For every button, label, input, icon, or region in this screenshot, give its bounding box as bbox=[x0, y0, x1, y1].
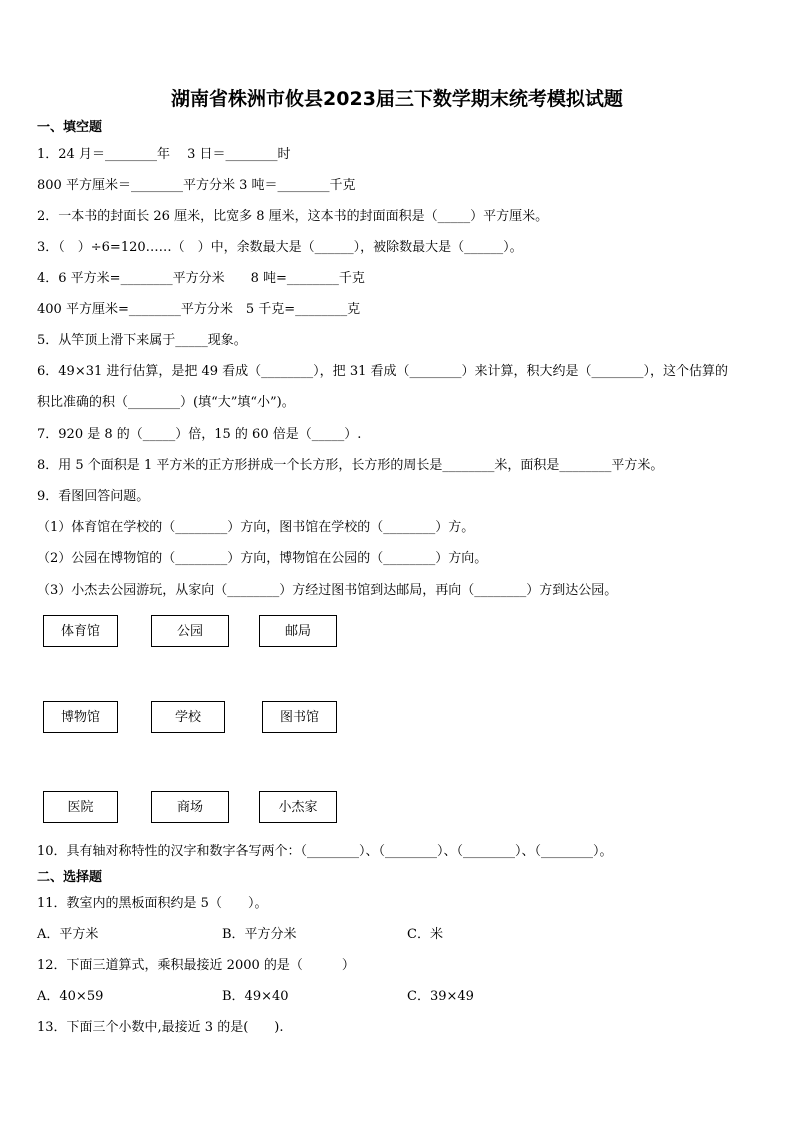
question-4: 4．6 平方米=________平方分米 8 吨=________千克 bbox=[37, 271, 365, 286]
question-10: 10．具有轴对称特性的汉字和数字各写两个：（________）、（________）、（________）、（________）。 bbox=[37, 844, 613, 859]
map-box-museum: 博物馆 bbox=[43, 701, 118, 733]
question-1b: 800 平方厘米＝________平方分米 3 吨＝________千克 bbox=[37, 178, 356, 193]
section-choice-heading: 二、选择题 bbox=[37, 870, 103, 885]
question-13: 13．下面三个小数中,最接近 3 的是( ). bbox=[37, 1020, 284, 1035]
question-9-2: （2）公园在博物馆的（________）方向，博物馆在公园的（________）方向。 bbox=[37, 551, 488, 566]
q12-option-b: B．49×40 bbox=[222, 989, 289, 1004]
q11-option-c: C．米 bbox=[407, 927, 443, 942]
q11-option-a: A．平方米 bbox=[37, 927, 99, 942]
question-4b: 400 平方厘米=________平方分米 5 千克=________克 bbox=[37, 302, 361, 317]
question-9-1: （1）体育馆在学校的（________）方向，图书馆在学校的（________）方。 bbox=[37, 520, 475, 535]
question-5: 5．从竿顶上滑下来属于_____现象。 bbox=[37, 333, 247, 348]
question-1: 1．24 月＝________年 3 日＝________时 bbox=[37, 147, 291, 162]
map-box-post-office: 邮局 bbox=[259, 615, 337, 647]
map-box-park: 公园 bbox=[151, 615, 229, 647]
question-12: 12．下面三道算式，乘积最接近 2000 的是（ ） bbox=[37, 958, 355, 973]
map-box-hospital: 医院 bbox=[43, 791, 118, 823]
q11-option-b: B．平方分米 bbox=[222, 927, 297, 942]
question-9: 9．看图回答问题。 bbox=[37, 489, 150, 504]
question-11: 11．教室内的黑板面积约是 5（ ）。 bbox=[37, 896, 268, 911]
question-6b: 积比准确的积（________）(填“大”填“小”)。 bbox=[37, 395, 295, 410]
question-9-3: （3）小杰去公园游玩，从家向（________）方经过图书馆到达邮局，再向（________）方到达公园。 bbox=[37, 583, 618, 598]
map-box-school: 学校 bbox=[151, 701, 225, 733]
map-box-library: 图书馆 bbox=[262, 701, 337, 733]
q12-option-a: A．40×59 bbox=[37, 989, 104, 1004]
map-box-gym: 体育馆 bbox=[43, 615, 118, 647]
question-2: 2．一本书的封面长 26 厘米，比宽多 8 厘米，这本书的封面面积是（_____）平方厘米。 bbox=[37, 209, 549, 224]
q12-option-c: C．39×49 bbox=[407, 989, 474, 1004]
map-box-home: 小杰家 bbox=[259, 791, 337, 823]
map-box-mall: 商场 bbox=[151, 791, 229, 823]
question-7: 7．920 是 8 的（_____）倍，15 的 60 倍是（_____）. bbox=[37, 427, 362, 442]
section-fill-heading: 一、填空题 bbox=[37, 120, 103, 135]
page-title: 湖南省株洲市攸县2023届三下数学期末统考模拟试题 bbox=[171, 88, 623, 110]
question-8: 8．用 5 个面积是 1 平方米的正方形拼成一个长方形，长方形的周长是________米，面积是________平方米。 bbox=[37, 458, 664, 473]
question-6: 6．49×31 进行估算，是把 49 看成（________），把 31 看成（________）来计算，积大约是（________），这个估算的 bbox=[37, 364, 728, 379]
question-3: 3．（ ）÷6=120……（ ）中，余数最大是（______），被除数最大是（______）。 bbox=[37, 240, 523, 255]
